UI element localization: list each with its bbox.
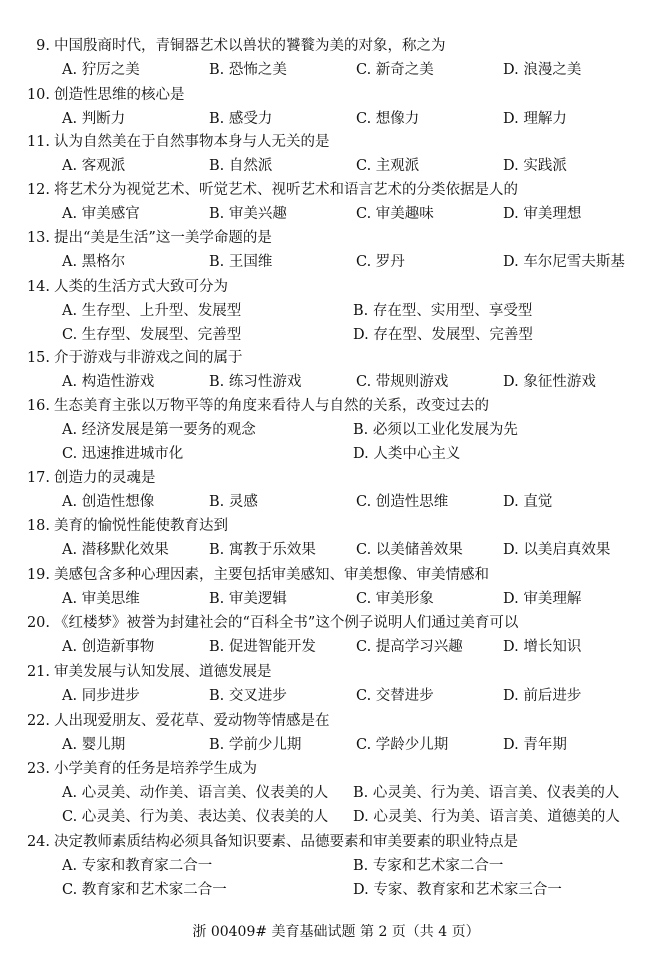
answer-option: C. 提高学习兴趣	[356, 639, 463, 655]
question-number: 17.	[26, 470, 50, 486]
answer-option: A. 黑格尔	[62, 254, 126, 270]
answer-option: B. 感受力	[209, 111, 273, 127]
answer-option: B. 专家和艺术家二合一	[353, 858, 504, 874]
answer-option: C. 带规则游戏	[356, 374, 449, 390]
answer-option: C. 以美储善效果	[356, 542, 463, 558]
question-stem-row	[0, 346, 672, 370]
answer-option: B. 存在型、实用型、享受型	[353, 303, 533, 319]
answer-option: A. 生存型、上升型、发展型	[62, 303, 242, 319]
answer-option: A. 创造新事物	[62, 639, 155, 655]
answer-option: B. 灵感	[209, 494, 258, 510]
answer-option: C. 审美趣味	[356, 206, 434, 222]
answer-option: A. 客观派	[62, 158, 126, 174]
answer-option: B. 审美兴趣	[209, 206, 287, 222]
question-number: 22.	[26, 713, 50, 729]
answer-option: C. 教育家和艺术家二合一	[62, 882, 227, 898]
question-stem-row	[0, 563, 672, 587]
question-number: 9.	[36, 38, 50, 54]
answer-option: A. 创造性想像	[62, 494, 155, 510]
question-stem: 提出“美是生活”这一美学命题的是	[54, 230, 272, 246]
question-stem: 生态美育主张以万物平等的角度来看待人与自然的关系，改变过去的	[54, 398, 489, 414]
question-number: 10.	[26, 87, 50, 103]
answer-option: D. 审美理想	[503, 206, 582, 222]
question-stem-row	[0, 660, 672, 684]
question-stem-row	[0, 757, 672, 781]
question-stem: 介于游戏与非游戏之间的属于	[54, 350, 243, 366]
answer-option: B. 学前少儿期	[209, 737, 302, 753]
answer-option: C. 心灵美、行为美、表达美、仪表美的人	[62, 809, 329, 825]
question-number: 13.	[26, 230, 50, 246]
question-stem: 人类的生活方式大致可分为	[54, 279, 228, 295]
answer-option: A. 同步进步	[62, 688, 140, 704]
question-stem: 《红楼梦》被誉为封建社会的“百科全书”这个例子说明人们通过美育可以	[54, 615, 519, 631]
answer-option: C. 迅速推进城市化	[62, 446, 184, 462]
question-stem: 创造性思维的核心是	[54, 87, 185, 103]
answer-option: A. 心灵美、动作美、语言美、仪表美的人	[62, 785, 329, 801]
answer-option: B. 恐怖之美	[209, 62, 287, 78]
question-number: 19.	[26, 567, 50, 583]
question-stem: 审美发展与认知发展、道德发展是	[54, 664, 272, 680]
answer-option: D. 理解力	[503, 111, 567, 127]
answer-option: B. 自然派	[209, 158, 273, 174]
question-stem-row	[0, 178, 672, 202]
answer-option: C. 罗丹	[356, 254, 405, 270]
answer-option: A. 专家和教育家二合一	[62, 858, 213, 874]
answer-option: B. 寓教于乐效果	[209, 542, 316, 558]
answer-option: D. 增长知识	[503, 639, 582, 655]
answer-option: D. 浪漫之美	[503, 62, 582, 78]
question-number: 18.	[26, 518, 50, 534]
question-stem-row	[0, 466, 672, 490]
answer-option: C. 生存型、发展型、完善型	[62, 327, 242, 343]
question-stem-row	[0, 83, 672, 107]
question-stem: 决定教师素质结构必须具备知识要素、品德要素和审美要素的职业特点是	[54, 834, 518, 850]
question-stem-row	[0, 394, 672, 418]
question-stem-row	[0, 830, 672, 854]
answer-option: D. 前后进步	[503, 688, 582, 704]
answer-option: D. 象征性游戏	[503, 374, 596, 390]
answer-option: B. 练习性游戏	[209, 374, 302, 390]
answer-option: D. 青年期	[503, 737, 567, 753]
answer-option: B. 交叉进步	[209, 688, 287, 704]
question-number: 21.	[26, 664, 50, 680]
question-stem-row	[0, 611, 672, 635]
answer-option: D. 车尔尼雪夫斯基	[503, 254, 625, 270]
question-stem: 认为自然美在于自然事物本身与人无关的是	[54, 134, 330, 150]
page-footer: 浙 00409# 美育基础试题 第 2 页（共 4 页）	[192, 924, 480, 940]
answer-option: A. 婴儿期	[62, 737, 126, 753]
answer-option: B. 促进智能开发	[209, 639, 316, 655]
question-number: 24.	[26, 834, 50, 850]
question-stem-row	[0, 709, 672, 733]
answer-option: A. 判断力	[62, 111, 126, 127]
answer-option: A. 审美感官	[62, 206, 140, 222]
question-stem-row	[0, 34, 672, 58]
answer-option: D. 实践派	[503, 158, 567, 174]
answer-option: C. 想像力	[356, 111, 420, 127]
answer-option: D. 人类中心主义	[353, 446, 461, 462]
answer-option: B. 必须以工业化发展为先	[353, 422, 518, 438]
question-number: 20.	[26, 615, 50, 631]
answer-option: D. 审美理解	[503, 591, 582, 607]
question-stem: 中国殷商时代，青铜器艺术以兽状的饕餮为美的对象，称之为	[54, 38, 446, 54]
answer-option: C. 新奇之美	[356, 62, 434, 78]
answer-option: D. 专家、教育家和艺术家三合一	[353, 882, 562, 898]
answer-option: C. 审美形象	[356, 591, 434, 607]
question-number: 23.	[26, 761, 50, 777]
question-number: 16.	[26, 398, 50, 414]
answer-option: D. 心灵美、行为美、语言美、道德美的人	[353, 809, 620, 825]
answer-option: A. 构造性游戏	[62, 374, 155, 390]
question-stem-row	[0, 275, 672, 299]
answer-option: A. 潜移默化效果	[62, 542, 169, 558]
answer-option: A. 审美思维	[62, 591, 140, 607]
question-number: 11.	[26, 134, 50, 150]
answer-option: D. 直觉	[503, 494, 553, 510]
answer-option: D. 存在型、发展型、完善型	[353, 327, 533, 343]
answer-option: C. 学龄少儿期	[356, 737, 449, 753]
answer-option: C. 创造性思维	[356, 494, 449, 510]
question-stem: 小学美育的任务是培养学生成为	[54, 761, 257, 777]
question-stem-row	[0, 130, 672, 154]
question-stem: 美感包含多种心理因素，主要包括审美感知、审美想像、审美情感和	[54, 567, 489, 583]
answer-option: B. 审美逻辑	[209, 591, 287, 607]
question-stem: 创造力的灵魂是	[54, 470, 156, 486]
answer-option: A. 狞厉之美	[62, 62, 140, 78]
question-stem-row	[0, 226, 672, 250]
answer-option: A. 经济发展是第一要务的观念	[62, 422, 256, 438]
question-stem: 将艺术分为视觉艺术、听觉艺术、视听艺术和语言艺术的分类依据是人的	[54, 182, 518, 198]
answer-option: B. 心灵美、行为美、语言美、仪表美的人	[353, 785, 620, 801]
question-number: 14.	[26, 279, 50, 295]
answer-option: C. 交替进步	[356, 688, 434, 704]
question-number: 12.	[26, 182, 50, 198]
answer-option: C. 主观派	[356, 158, 420, 174]
question-stem-row	[0, 514, 672, 538]
question-stem: 美育的愉悦性能使教育达到	[54, 518, 228, 534]
answer-option: B. 王国维	[209, 254, 273, 270]
question-stem: 人出现爱朋友、爱花草、爱动物等情感是在	[54, 713, 330, 729]
question-number: 15.	[26, 350, 50, 366]
answer-option: D. 以美启真效果	[503, 542, 611, 558]
